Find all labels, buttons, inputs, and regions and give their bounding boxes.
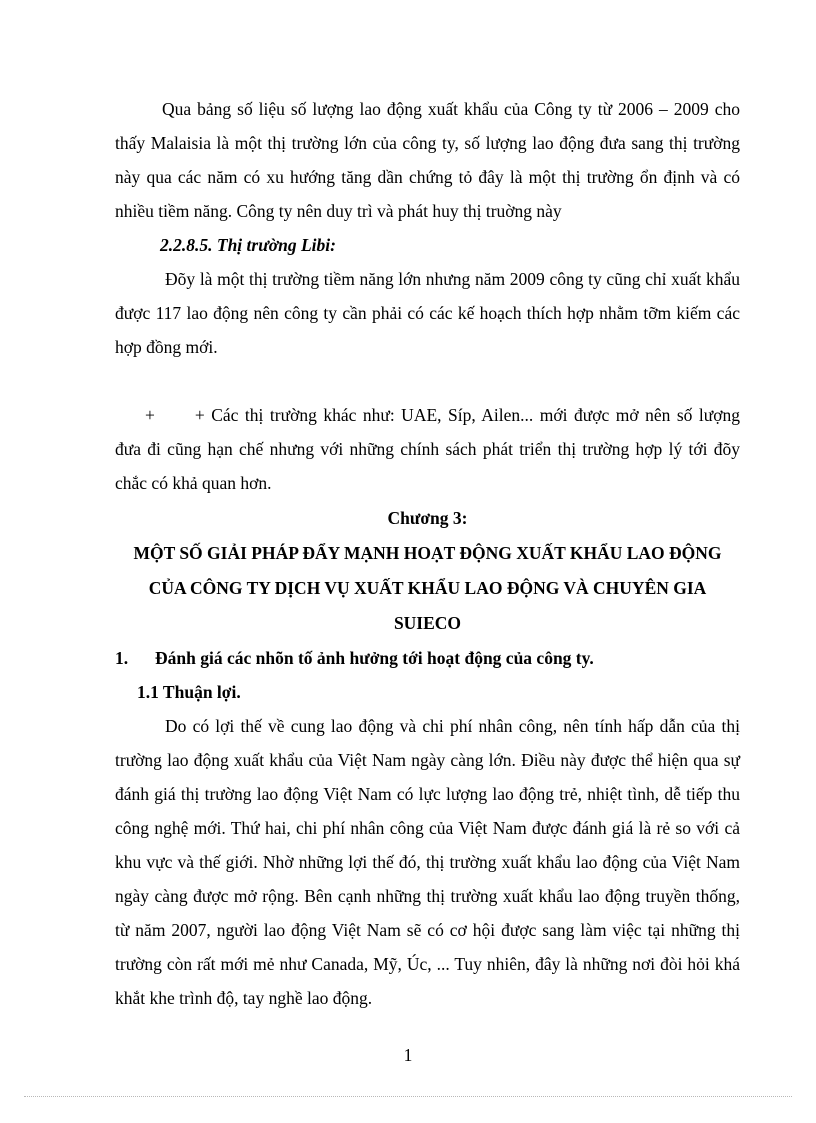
page-bottom-border <box>24 1096 792 1097</box>
paragraph-other-markets-text: + Các thị trường khác như: UAE, Síp, Ailen... mới được mở nên số lượng đưa đi cũng hạn chế nhưng với những chính sách phát triển thị trường hợp lý tới đõy chắc có khả quan hơn. <box>115 405 740 493</box>
heading-libya-market: 2.2.8.5. Thị trường Libi: <box>160 235 336 255</box>
section-heading <box>115 641 740 675</box>
paragraph-spacer <box>115 364 740 398</box>
chapter-title: MỘT SỐ GIẢI PHÁP ĐẨY MẠNH HOẠT ĐỘNG XUẤT KHẨU LAO ĐỘNG CỦA CÔNG TY DỊCH VỤ XUẤT KHẨU LAO ĐỘNG VÀ CHUYÊN GIA SUIECO <box>133 543 722 633</box>
chapter-label: Chương 3: <box>387 508 468 528</box>
paragraph-libya-market: Đõy là một thị trường tiềm năng lớn nhưng năm 2009 công ty cũng chỉ xuất khẩu được 117 lao động nên công ty cần phải có các kế hoạch thích hợp nhằm tỡm kiếm các hợp đồng mới. <box>115 269 740 357</box>
paragraph-malaysia-summary: Qua bảng số liệu số lượng lao động xuất khẩu của Công ty từ 2006 – 2009 cho thấy Malaisia là một thị trường lớn của công ty, số lượng lao động đưa sang thị trường này qua các năm có xu hướng tăng dần chứng tỏ đây là một thị trường ổn định và có nhiều tiềm năng. Công ty nên duy trì và phát huy thị truờng này <box>115 99 740 221</box>
bullet-plus: + <box>145 405 155 425</box>
page-number: 1 <box>403 1045 413 1065</box>
section-title: Đánh giá các nhõn tố ảnh hưởng tới hoạt động của công ty. <box>155 648 594 668</box>
subsection-heading: 1.1 Thuận lợi. <box>137 682 241 702</box>
section-number: 1. <box>115 648 129 668</box>
paragraph-other-markets <box>115 398 740 500</box>
paragraph-advantages: Do có lợi thế về cung lao động và chi phí nhân công, nên tính hấp dẫn của thị trường lao động xuất khẩu của Việt Nam ngày càng lớn. Điều này được thể hiện qua sự đánh giá thị trường lao động Việt Nam có lực lượng lao động trẻ, nhiệt tình, dễ tiếp thu công nghệ mới. Thứ hai, chi phí nhân công của Việt Nam được đánh giá là rẻ so với cả khu vực và thế giới. Nhờ những lợi thế đó, thị trường xuất khẩu lao động của Việt Nam ngày càng được mở rộng. Bên cạnh những thị trường xuất khẩu lao động truyền thống, từ năm 2007, người lao động Việt Nam sẽ có cơ hội được sang làm việc tại những thị trường còn rất mới mẻ như Canada, Mỹ, Úc, ... Tuy nhiên, đây là những nơi đòi hỏi khá khắt khe trình độ, tay nghề lao động. <box>115 716 740 1008</box>
page-body <box>115 92 740 1015</box>
